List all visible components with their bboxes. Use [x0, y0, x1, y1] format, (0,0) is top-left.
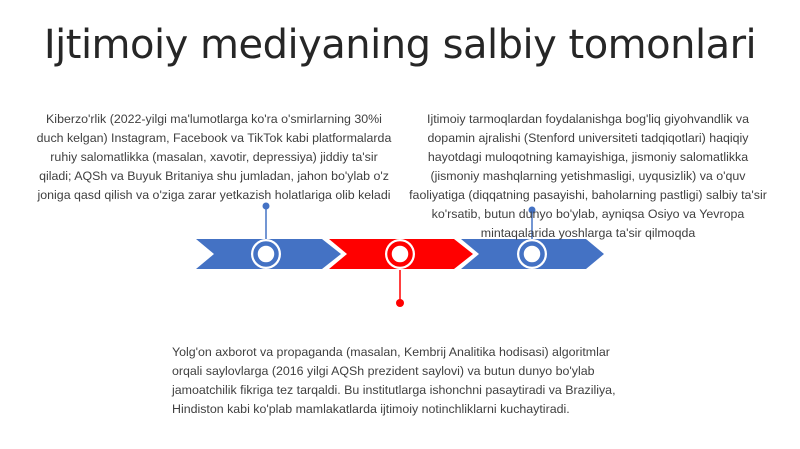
- text-block-bottom: Yolg'on axborot va propaganda (masalan, Kembrij Analitika hodisasi) algoritmlar orqali saylovlarga (2016 yilgi AQSh prezident saylovi) va butun dunyo bo'ylab jamoatchilik fikriga tez tarqaldi. Bu institutlarga ishonchni pasaytiradi va Braziliya, Hindiston kabi ko'plab mamlakatlarda ijtimoiy notinchliklarni kuchaytiradi.: [172, 345, 616, 416]
- slide-title: Ijtimoiy mediyaning salbiy tomonlari: [43, 22, 757, 68]
- text-block-right: Ijtimoiy tarmoqlardan foydalanishga bog'liq giyohvandlik va dopamin ajralishi (Stenford universiteti tadqiqotlari) haqiqiy hayotdagi muloqotning kamayishiga, jismoniy salomatlikka (jismoniy mashqlarning yetishmasligi, uyqusizlik) va o'quv faoliyatiga (diqqatning pasayishi, baholarning pastligi) salbiy ta'sir ko'rsatib, butun dunyo bo'ylab, ayniqsa Osiyo va Yevropa mintaqalarida yoshlarga ta'sir qilmoqda: [409, 112, 767, 240]
- text-block-left: Kiberzo'rlik (2022-yilgi ma'lumotlarga ko'ra o'smirlarning 30%i duch kelgan) Instagram, Facebook va TikTok kabi platformalarda ruhiy salomatlikka (masalan, xavotir, depressiya) jiddiy ta'sir qiladi; AQSh va Buyuk Britaniya shu jumladan, jahon bo'ylab o'z joniga qasd qilish va o'ziga zarar yetkazish holatlariga olib keladi: [36, 112, 392, 202]
- connector-bottom-dot: [396, 299, 404, 307]
